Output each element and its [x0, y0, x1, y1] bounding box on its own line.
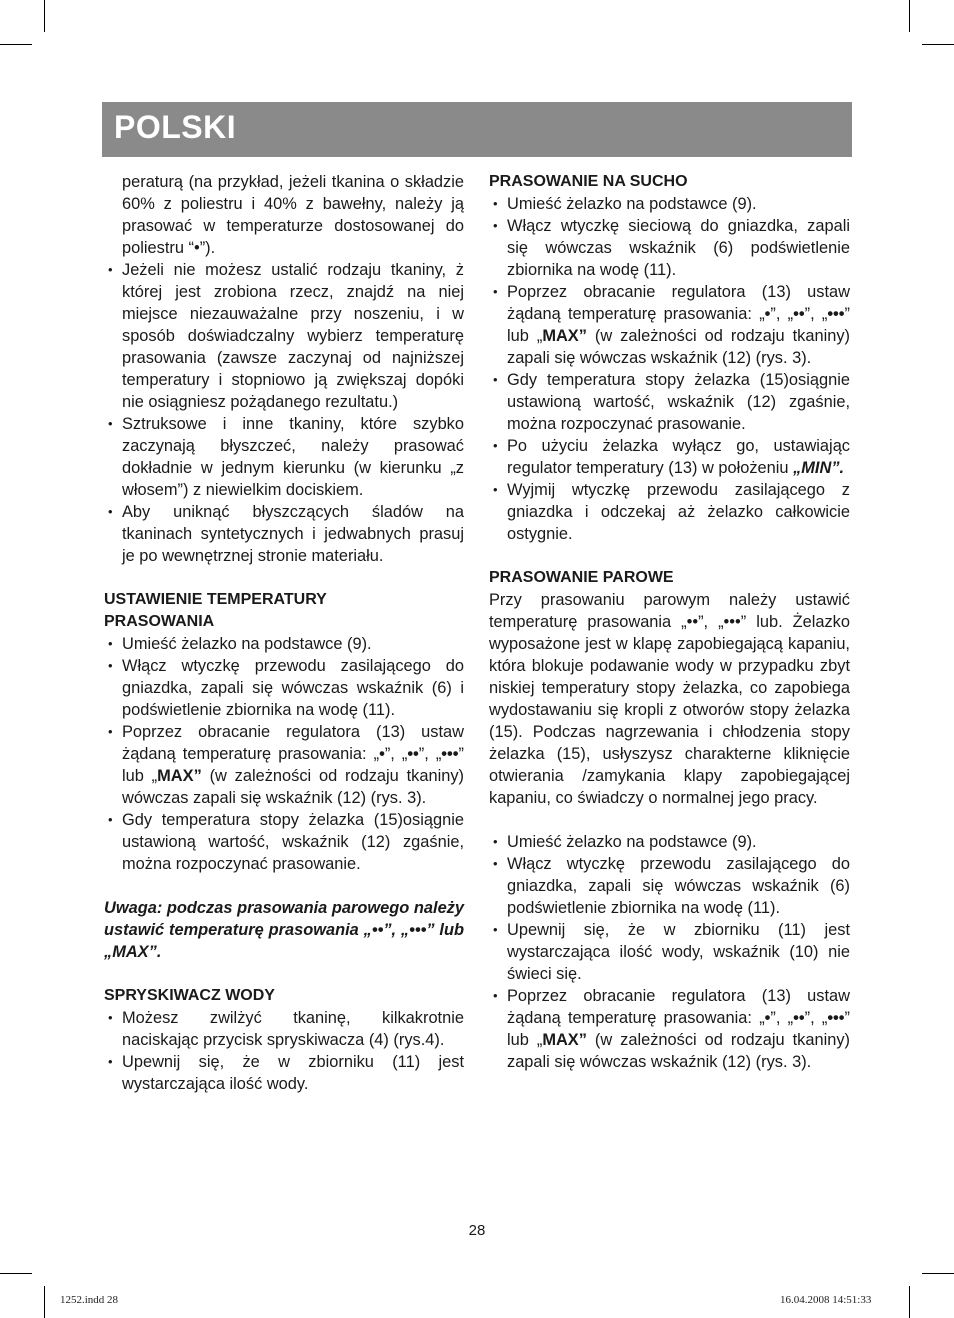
list-item: • Aby uniknąć błyszczących śladów na tkaninach syntetycznych i jedwabnych prasuj je po wewnętrznej stronie materiału.: [104, 501, 464, 567]
list-item: [489, 985, 850, 1073]
text-run: ” lub „: [122, 745, 464, 785]
warning-note: Uwaga: podczas prasowania parowego należy ustawić temperaturę prasowania „••”, „•••” lub „MAX”.: [104, 899, 464, 961]
list-item: [489, 281, 850, 369]
list-item: • Gdy temperatura stopy żelazka (15)osiągnie ustawioną wartość, wskaźnik (12) zgaśnie, można rozpoczynać prasowanie.: [489, 369, 850, 435]
list-item: • Wyjmij wtyczkę przewodu zasilającego z gniazdka i odczekaj aż żelazko całkowicie ostygnie.: [489, 479, 850, 545]
section-heading: PRASOWANIE PAROWE: [489, 569, 674, 586]
text-run: ”, „: [418, 745, 442, 763]
bullet-list: [489, 831, 850, 1073]
section-heading: PRASOWANIE NA SUCHO: [489, 173, 688, 190]
list-item: • Sztruksowe i inne tkaniny, które szybko zaczynają błyszczeć, należy prasować dokładnie w jednym kierunku (w kierunku „z włosem”) z niewielkim dociskiem.: [104, 413, 464, 501]
text-run: ”, „: [804, 1009, 828, 1027]
text-run: ” lub „: [507, 305, 850, 345]
text-run: MAX”: [157, 767, 202, 785]
bullet-list: [489, 193, 850, 545]
text-run: •••: [827, 305, 845, 323]
intro-paragraph: peraturą (na przykład, jeżeli tkanina o składzie 60% z poliestru i 40% z bawełny, należy ją prasować w temperaturze dostosowanej do poliestru “•”).: [122, 173, 464, 257]
text-run: Poprzez obracanie regulatora (13) ustaw żądaną temperaturę prasowania: „: [122, 723, 464, 763]
text-run: (w zależności od rodzaju tkaniny) zapali się wówczas wskaźnik (12) (rys. 3).: [507, 1031, 850, 1071]
file-slug: 1252.indd 28: [60, 1294, 119, 1306]
text-run: ••: [793, 1009, 805, 1027]
crop-mark: [922, 1273, 954, 1274]
list-item: • Upewnij się, że w zbiorniku (11) jest wystarczająca ilość wody, wskaźnik (10) nie świeci się.: [489, 919, 850, 985]
text-run: ••: [793, 305, 805, 323]
crop-mark: [44, 1286, 45, 1318]
list-item: • Włącz wtyczkę sieciową do gniazdka, zapali się wówczas wskaźnik (6) podświetlenie zbiornika na wodę (11).: [489, 215, 850, 281]
list-item: • Włącz wtyczkę przewodu zasilającego do gniazdka, zapali się wówczas wskaźnik (6) podświetlenie zbiornika na wodę (11).: [489, 853, 850, 919]
list-item: • Umieść żelazko na podstawce (9).: [489, 193, 850, 215]
crop-mark: [0, 1273, 32, 1274]
list-item: • Włącz wtyczkę przewodu zasilającego do gniazdka, zapali się wówczas wskaźnik (6) i podświetlenie zbiornika na wodę (11).: [104, 655, 464, 721]
right-column: [489, 171, 850, 1073]
crop-mark: [922, 44, 954, 45]
text-run: ••: [407, 745, 419, 763]
bullet-list: [104, 633, 464, 875]
text-run: •••: [441, 745, 459, 763]
text-run: (w zależności od rodzaju tkaniny) zapali się wówczas wskaźnik (12) (rys. 3).: [507, 327, 850, 367]
text-run: MAX”: [542, 1031, 587, 1049]
list-item: [104, 721, 464, 809]
text-run: (w zależności od rodzaju tkaniny) wówczas zapali się wskaźnik (12) (rys. 3).: [122, 767, 464, 807]
date-slug: 16.04.2008 14:51:33: [780, 1294, 872, 1306]
list-item: • Jeżeli nie możesz ustalić rodzaju tkaniny, ż której jest zrobiona rzecz, znajdź na niej miejsce niezauważalne przy noszeniu, i w sposób doświadczalny wybierz temperaturę prasowania (zawsze zaczynaj od najniższej temperatury i stopniowo ją zwiększaj dopóki nie osiągniesz pożądanego rezultatu.): [104, 259, 464, 413]
text-run: ”, „: [770, 1009, 794, 1027]
bullet-list: [104, 1007, 464, 1095]
section-banner: [102, 102, 852, 157]
text-run: •: [764, 305, 771, 323]
text-run: Poprzez obracanie regulatora (13) ustaw żądaną temperaturę prasowania: „: [507, 283, 850, 323]
list-item: • Umieść żelazko na podstawce (9).: [489, 831, 850, 853]
text-run: „MIN”.: [793, 459, 845, 477]
text-run: ”, „: [770, 305, 794, 323]
text-run: ”, „: [804, 305, 828, 323]
text-run: Po użyciu żelazka wyłącz go, ustawiając regulator temperatury (13) w położeniu: [507, 437, 850, 477]
list-item: • Możesz zwilżyć tkaninę, kilkakrotnie naciskając przycisk spryskiwacza (4) (rys.4).: [104, 1007, 464, 1051]
list-item: • Upewnij się, że w zbiorniku (11) jest wystarczająca ilość wody.: [104, 1051, 464, 1095]
list-item: • Umieść żelazko na podstawce (9).: [104, 633, 464, 655]
list-item: • Gdy temperatura stopy żelazka (15)osiągnie ustawioną wartość, wskaźnik (12) zgaśnie, można rozpoczynać prasowanie.: [104, 809, 464, 875]
text-run: MAX”: [542, 327, 587, 345]
crop-mark: [0, 44, 32, 45]
bullet-list: [104, 259, 464, 567]
heading-line: PRASOWANIA: [104, 613, 215, 630]
text-run: ”, „: [384, 745, 408, 763]
left-column: [104, 171, 464, 1095]
crop-mark: [909, 1286, 910, 1318]
section-heading: [104, 589, 464, 633]
crop-mark: [44, 0, 45, 32]
text-run: •••: [827, 1009, 845, 1027]
page-number: 28: [468, 1222, 486, 1239]
text-run: •: [379, 745, 385, 763]
text-run: ” lub „: [507, 1009, 850, 1049]
page-title: POLSKI: [114, 109, 237, 145]
crop-mark: [909, 0, 910, 32]
body-paragraph: Przy prasowaniu parowym należy ustawić temperaturę prasowania „••”, „•••” lub. Żelazko wyposażone jest w klapę zapobiegającą kapaniu, która blokuje podawanie wody w przypadku zbyt niskiej temperatury stopy żelazka, co zapobiega wydostawaniu się kropli z otworów stopy żelazka (15). Podczas nagrzewania i chłodzenia stopy żelazka (15), usłyszysz charakterne kliknięcie otwierania /zamykania klapy zapobiegającej kapaniu, co świadczy o normalnej jego pracy.: [489, 591, 850, 807]
text-run: Poprzez obracanie regulatora (13) ustaw żądaną temperaturę prasowania: „: [507, 987, 850, 1027]
heading-line: USTAWIENIE TEMPERATURY: [104, 591, 327, 608]
text-run: •: [764, 1009, 771, 1027]
section-heading: SPRYSKIWACZ WODY: [104, 987, 275, 1004]
list-item: [489, 435, 850, 479]
